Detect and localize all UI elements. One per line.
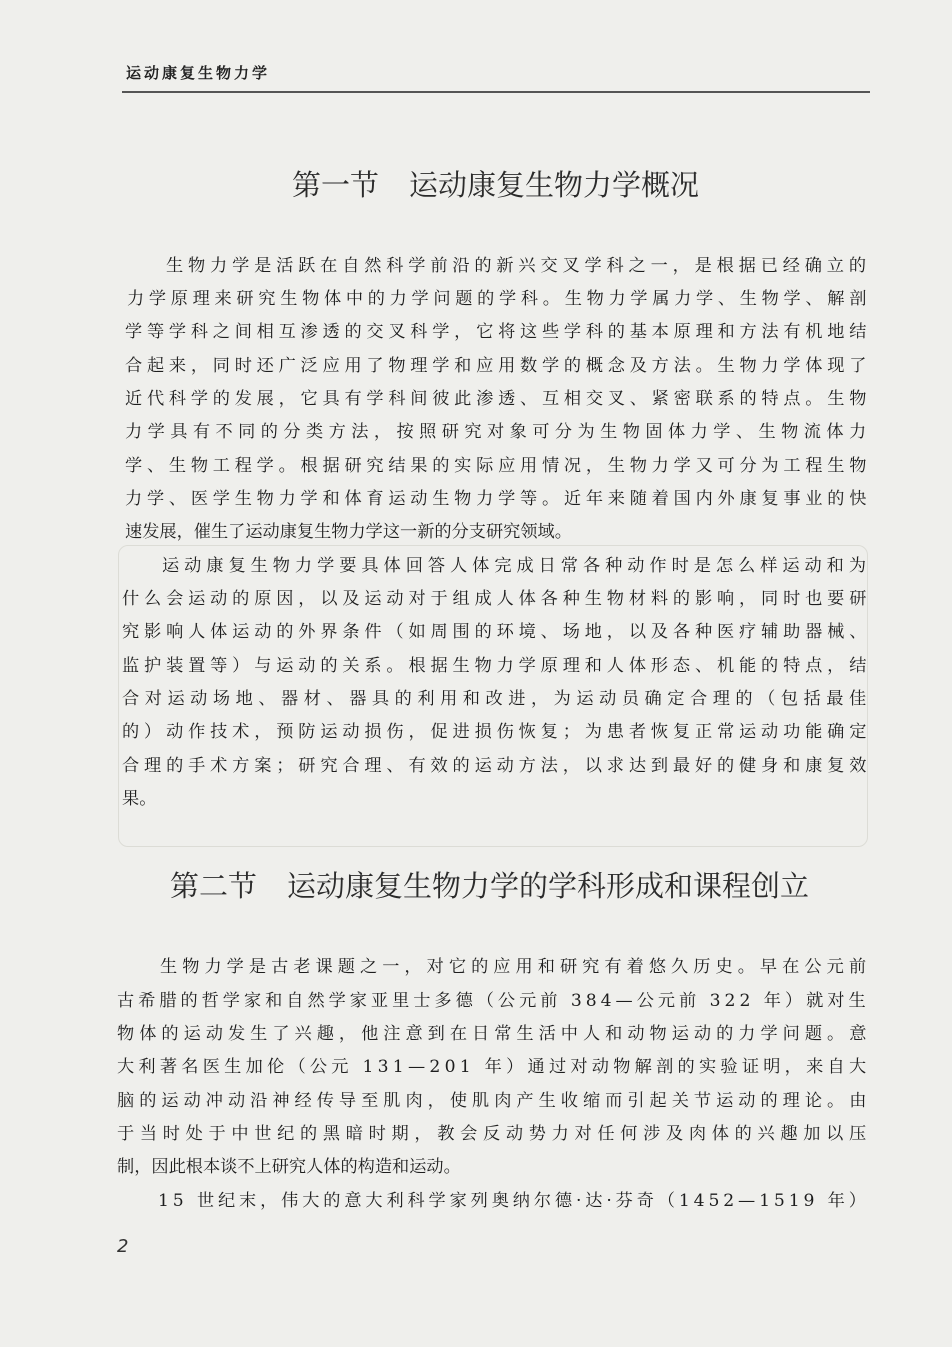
text-line: 合理的手术方案；研究合理、有效的运动方法，以求达到最好的健身和康复效	[122, 756, 872, 776]
text-line: 究影响人体运动的外界条件（如周围的环境、场地，以及各种医疗辅助器械、	[122, 622, 872, 642]
text-line: 力学、医学生物力学和体育运动生物力学等。近年来随着国内外康复事业的快	[125, 489, 872, 509]
section-2-number: 第二节	[170, 869, 258, 903]
header-rule	[122, 91, 870, 93]
section-2-heading	[170, 864, 809, 905]
text-line: 什么会运动的原因，以及运动对于组成人体各种生物材料的影响，同时也要研	[122, 589, 872, 609]
text-line: 合起来，同时还广泛应用了物理学和应用数学的概念及方法。生物力学体现了	[125, 356, 872, 376]
text-line: 制，因此根本谈不上研究人体的构造和运动。	[117, 1157, 461, 1177]
section-1-heading	[292, 163, 699, 204]
text-line: 生物力学是古老课题之一，对它的应用和研究有着悠久历史。早在公元前	[160, 957, 872, 977]
text-line: 学等学科之间相互渗透的交叉科学，它将这些学科的基本原理和方法有机地结	[125, 322, 872, 342]
section-1-title: 运动康复生物力学概况	[409, 168, 700, 202]
text-line: 物体的运动发生了兴趣，他注意到在日常生活中人和动物运动的力学问题。意	[117, 1024, 872, 1044]
section-1-number: 第一节	[292, 168, 380, 202]
text-line: 学、生物工程学。根据研究结果的实际应用情况，生物力学又可分为工程生物	[125, 456, 872, 476]
running-header: 运动康复生物力学	[126, 64, 271, 82]
text-line: 力学原理来研究生物体中的力学问题的学科。生物力学属力学、生物学、解剖	[127, 289, 872, 309]
text-line: 大利著名医生加伦（公元 131—201 年）通过对动物解剖的实验证明，来自大	[117, 1057, 871, 1077]
text-line: 古希腊的哲学家和自然学家亚里士多德（公元前 384—公元前 322 年）就对生	[117, 991, 870, 1011]
section-2-title: 运动康复生物力学的学科形成和课程创立	[287, 869, 810, 903]
text-line: 力学具有不同的分类方法，按照研究对象可分为生物固体力学、生物流体力	[125, 422, 872, 442]
text-line: 于当时处于中世纪的黑暗时期，教会反动势力对任何涉及肉体的兴趣加以压	[117, 1124, 872, 1144]
text-line: 15 世纪末，伟大的意大利科学家列奥纳尔德·达·芬奇（1452—1519 年）	[158, 1191, 870, 1211]
text-line: 合对运动场地、器材、器具的利用和改进，为运动员确定合理的（包括最佳	[122, 689, 872, 709]
text-line: 的）动作技术，预防运动损伤，促进损伤恢复；为患者恢复正常运动功能确定	[122, 722, 872, 742]
text-line: 脑的运动冲动沿神经传导至肌肉，使肌肉产生收缩而引起关节运动的理论。由	[117, 1091, 872, 1111]
text-line: 速发展，催生了运动康复生物力学这一新的分支研究领域。	[125, 522, 572, 542]
text-line: 监护装置等）与运动的关系。根据生物力学原理和人体形态、机能的特点，结	[122, 656, 872, 676]
text-line: 近代科学的发展，它具有学科间彼此渗透、互相交叉、紧密联系的特点。生物	[125, 389, 872, 409]
text-line: 果。	[122, 789, 157, 809]
page-number: 2	[117, 1236, 129, 1257]
text-line: 运动康复生物力学要具体回答人体完成日常各种动作时是怎么样运动和为	[162, 556, 871, 576]
text-line: 生物力学是活跃在自然科学前沿的新兴交叉学科之一，是根据已经确立的	[166, 256, 871, 276]
